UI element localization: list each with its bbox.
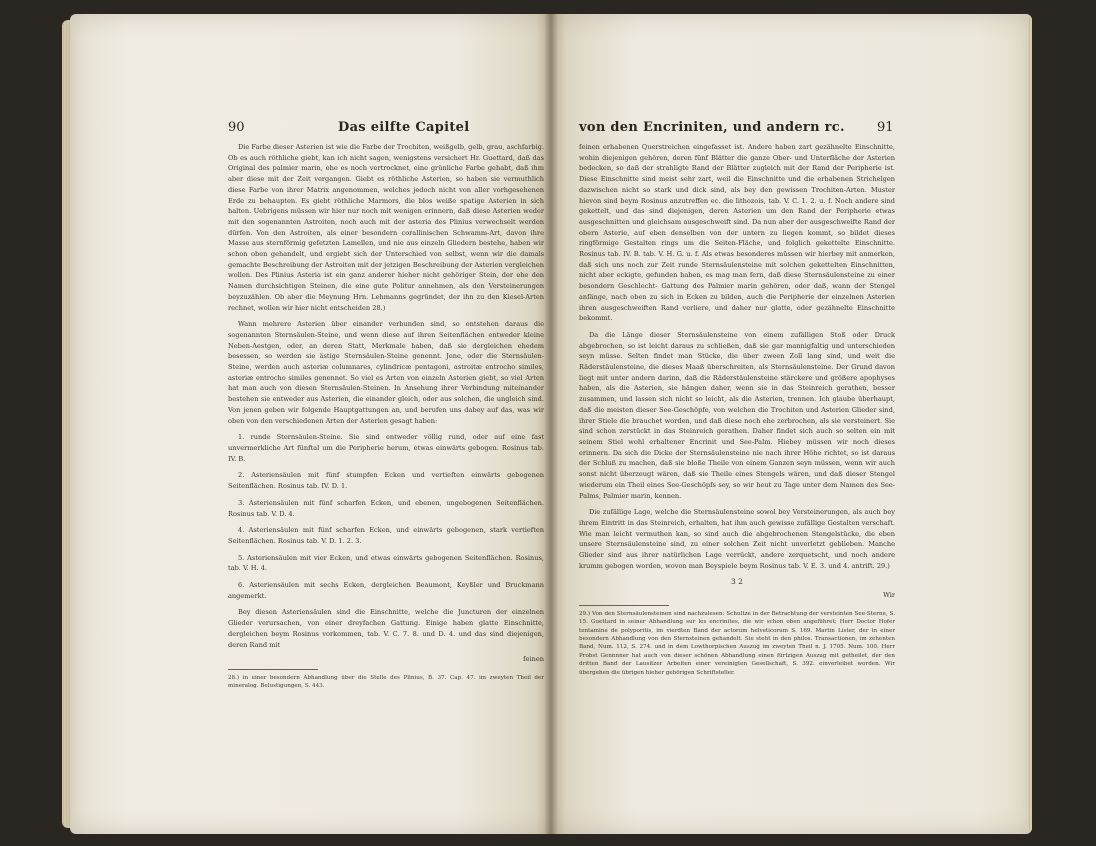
book-gutter — [544, 14, 558, 834]
list-item: 6. Asteriensäulen mit sechs Ecken, dergleichen Beaumont, Keyßler und Bruckmann angemerkt. — [228, 581, 544, 600]
paragraph: feinen erhabenen Querstreichen eingefasset ist. Andere haben zart gezähnelte Einschnitte, wohin diejenigen gehören, deren fünf Blätter die ganze Ober- und Unterfläche der Asterien bedecken, so daß der strahligte Rand der Blätter zugleich mit der Rand der Peripherie ist. Diese Einschnitte sind meist sehr zart, weil die Einschnitte und die erhabenen Strichelgen dazwischen nicht so stark und dick sind, als bey den gewissen Trochiten-Arten. Muster hievon sind beym Rosinus anzutreffen ec. die lithozois, tab. V. C. 1. 2. u. f. Noch andere sind gekettelt, und das sind diejenigen, deren Asterien um den Rand der Peripherie etwas ausgeschnitten und gleichsam ausgeschweift sind. Da nun aber der ausgeschweifte Rand der obern Asterie, auf eben denselben von der untern zu liegen kommt, so bildet dieses ringförmige Gestalten rings um die Seiten-Fläche, und folglich gekettelte Einschnitte. Rosinus tab. IV. B. tab. V. H. G. u. f. Als etwas besonderes müssen wir hierbey mit anmerken, daß sich uns noch zur Zeit runde Sternsäulensteine mit solchen gekettelten Einschnitten, nicht aber eckigte, gefunden haben, es mag man fern, daß diese Sternsäulensteine zu einer besondern Geschlecht- Gattung des Palmier marin gehören, oder daß, wann der Stengel anfänge, nach oben zu sich in Ecken zu bilden, auch die Peripherie der einzelnen Asterien ihren ausgeschweiften Rand verliere, und daher nur glatte, oder gezähnelte Einschnitte bekommt. — [579, 143, 895, 323]
right-page-edges — [1028, 18, 1032, 830]
list-item: 1. runde Sternsäulen-Steine. Sie sind entweder völlig rund, oder auf eine fast unvermerkliche Art fünftal um die Peripherie herum, etwas einwärts gebogen. Rosinus tab. IV. B. — [228, 433, 544, 463]
list-item: 2. Asteriensäulen mit fünf stumpfen Ecken und vertieften einwärts gebogenen Seitenflächen. Rosinus tab. IV. D. 1. — [228, 471, 544, 491]
right-text-block — [579, 142, 895, 677]
catchword: Wir — [883, 591, 895, 600]
signature-mark: 3 2 — [731, 577, 743, 587]
open-book — [70, 14, 1032, 834]
left-page-number: 90 — [228, 120, 245, 135]
right-page — [551, 14, 1032, 834]
catchword: feinen — [523, 655, 544, 664]
paragraph: Die Farbe dieser Asterien ist wie die Farbe der Trochiten, weißgelb, gelb, grau, aschfarbig. Ob es auch röthliche giebt, kan ich nicht sagen, wenigstens versichert Hr. Guettard, daß das Original des palmier marin, ehe es noch vertrocknet, eine grünliche Farbe gehabt, daß ihm aber diese mit der Zeit vergangen. Giebt es röthliche Asterien, so haben sie vermuthlich diese Farbe von ihrer Matrix angenommen, welches jedoch nicht von aller vorhgesehenen Erde zu behaupten. Es giebt röthliche Marmors, die blos weiße spatige Asterien in sich halten. Uebrigens müssen wir hier nur noch mit wenigen erinnern, daß diese Asterien weder mit den sogenannten Astroiten, noch auch mit der asteria des Plinius verwechselt werden dürfen. Von den Astroiten, als einer besondern corallinischen Schwamm-Art, davon ihre Masse aus sternförmig gefetzten Lamellen, und nie aus einzeln Gliedern bestehe, haben wir schon oben gehandelt, und ergiebt sich der Unterschied von selbst, wenn wir die damals gemachte Beschreibung der Astroiten mit der jetzigen Beschreibung der Asterien vergleichen wollen. Des Plinius Asteria ist ein ganz anderer hieher nicht gehöriger Stein, der ehe den Namen durchsichtigen Steinen, die eine gute Politur annehmen, als den Versteinerungen beyzuzählen. Ob aber die Meynung Hrn. Lehmanns gegründet, der ihn zu den Kiesel-Arten rechnet, wollen wir hier nicht entscheiden 28.) — [228, 143, 544, 312]
list-item: 5. Asteriensäulen mit vier Ecken, und etwas einwärts gebogenen Seitenflächen. Rosinus, tab. V. H. 4. — [228, 553, 544, 573]
paragraph: Die zufällige Lage, welche die Sternsäulensteine sowol bey Versteinerungen, als auch bey ihrem Eintritt in das Steinreich, erhalten, hat ihm auch gewisse zufällige Gestalten verschaft. Wie man leicht vermuthen kan, so sind auch die abgebrochenen Stengelstücke, die eben unsere Sternsäulensteine sind, zu einer solchen Zeit nicht unverletzt geblieben. Manche Glieder sind aus ihrer natürlichen Lage verrückt, andere zerquetscht, und noch andere krumm gebogen worden, wovon man Beyspiele beym Rosinus tab. V. E. 3. und 4. antrift. 29.) — [579, 508, 895, 570]
paragraph: Da die Länge dieser Sternsäulensteine von einem zufälligen Stoß oder Druck abgebrochen, so ist leicht daraus zu schließen, daß sie gar mannigfaltig und unterschieden seyn müsse. Selten findet man Stücke, die über zween Zoll lang sind, und weit die Räderstäulensteine, die dieses Maaß überschreiten, als Sternsäulensteine. Der Grund davon liegt mit unter andern darinn, daß die Räderstäulensteine stärckere und größere apophyses haben, als die Asterien, sie hängen daher, wenn sie in das Steinreich gerathen, besser zusammen, und lassen sich nicht so leicht, als die Asterien, trennen. Ich glaube überhaupt, daß die meisten dieser See-Geschöpfe, von welchen die Trochiten und Asterien Glieder sind, ihrer Stiele die brauchet worden, und daß diese noch ehe zerbrochen, als sie versteinert. Sie sind schon zerstückt in das Steinreich gerathen. Daher findet sich auch so selten ein mit seinem Stiel wohl erhaltener Encrinit und See-Palm. Hiebey müssen wir noch dieses erinnern. Da sich die Dicke der Sternsäulensteine nie nach ihrer Höhe richtet, so ist daraus der Schluß zu machen, daß sie bloße Theile von einem Ganzen seyn müssen, wenn wir auch sonst nicht überzeugt wären, daß sie Theile eines Stengels wären, und daß dieser Stengel wiederum ein Theil eines See-Geschöpfs sey, so wir heut zu Tage unter dem Namen des See-Palms, Palmier marin, kennen. — [579, 330, 895, 500]
left-running-head: Das eilfte Capitel — [338, 120, 470, 135]
footnote: 29.) Von den Sternsäulensteinen sind nachzulesen: Schultze in der Betrachtung der versteinten See-Sterne, S. 15. Guettard in seiner Abhandlung sur les encrinites, die wir schon oben angeführet; Herr Doctor Hofer tentamine de polyporitis, im vierdten Band der actorum helveticorum S. 169. Martin Lister, der in einer besondern Abhandlung von den Sternsteinen gehandelt. Sie steht in den philos. Transactionen, im zehenten Band, Num. 112, S. 274. und in dem Lowthorpischen Auszug im zweyten Theil n. J. 1705. Num. 100. Herr Probst Gennnner hat auch von dieser schönen Abhandlung einen fürtzigen Auszug mit getheilet, der den dritten Band der Lausitzer Arbeiten einer vereinigten Gesellschaft, S. 392. einverleibet worden. Wir übergehen die übrigen hieher gehörigen Schriftsteller. — [579, 610, 895, 676]
list-item: 4. Asteriensäulen mit fünf scharfen Ecken, und einwärts gebogenen, stark vertieften Seitenflächen. Rosinus tab. V. D. 1. 2. 3. — [228, 526, 544, 545]
left-page — [70, 14, 551, 834]
footnote-rule — [228, 669, 318, 670]
footnote-rule — [579, 605, 669, 606]
right-page-number: 91 — [877, 120, 894, 135]
list-item: 3. Asteriensäulen mit fünf scharfen Ecken, und ebenen, ungebogenen Seitenflächen. Rosinus tab. V. D. 4. — [228, 498, 544, 518]
paragraph: Bey diesen Asteriensäulen sind die Einschnitte, welche die Juncturen der einzelnen Glieder verursachen, von einer dreyfachen Gattung. Einige haben glatte Einschnitte, dergleichen beym Rosinus vorkommen, tab. V. C. 7. 8. und D. 4. und das sind diejenigen, deren Rand mit — [228, 608, 544, 649]
right-running-head: von den Encriniten, und andern rc. — [579, 120, 845, 135]
left-text-block — [228, 142, 544, 691]
footnote: 28.) in einer besondern Abhandlung über die Stelle des Plinius, B. 37. Cap. 47. im zweyten Theil der mineralog. Belustigungen, S. 443. — [228, 674, 544, 690]
paragraph: Wann mehrere Asterien über einander verbunden sind, so entstehen daraus die sogenannten Sternsäulen-Steine, und wenn diese auf ihren Seitenflächen entweder kleine Neben-Aestgen, oder, an deren Statt, Merkmale haben, daß sie dergleichen ehedem besessen, so werden sie ästige Sternsäulen-Steine genennt. Jene, oder die Sternsäulen-Steine, werden auch asteriæ columnares, cylindricæ pentagoni, astroitæ entrocho similes, asteriæ entrocho similes genennet. So viel es Arten von einzeln Asterien giebt, so viel Arten hat man auch von diesen Sternsäulen-Steinen. In Ansehung ihrer Verbindung miteinander bestehen sie entweder aus Asterien, die einander gleich, oder aus solchen, die ungleich sind. Von jenen geben wir folgende Hauptgattungen an, und berufen uns dabey auf das, was wir oben von den verschiedenen Arten der Asterien gesagt haben: — [228, 320, 544, 425]
